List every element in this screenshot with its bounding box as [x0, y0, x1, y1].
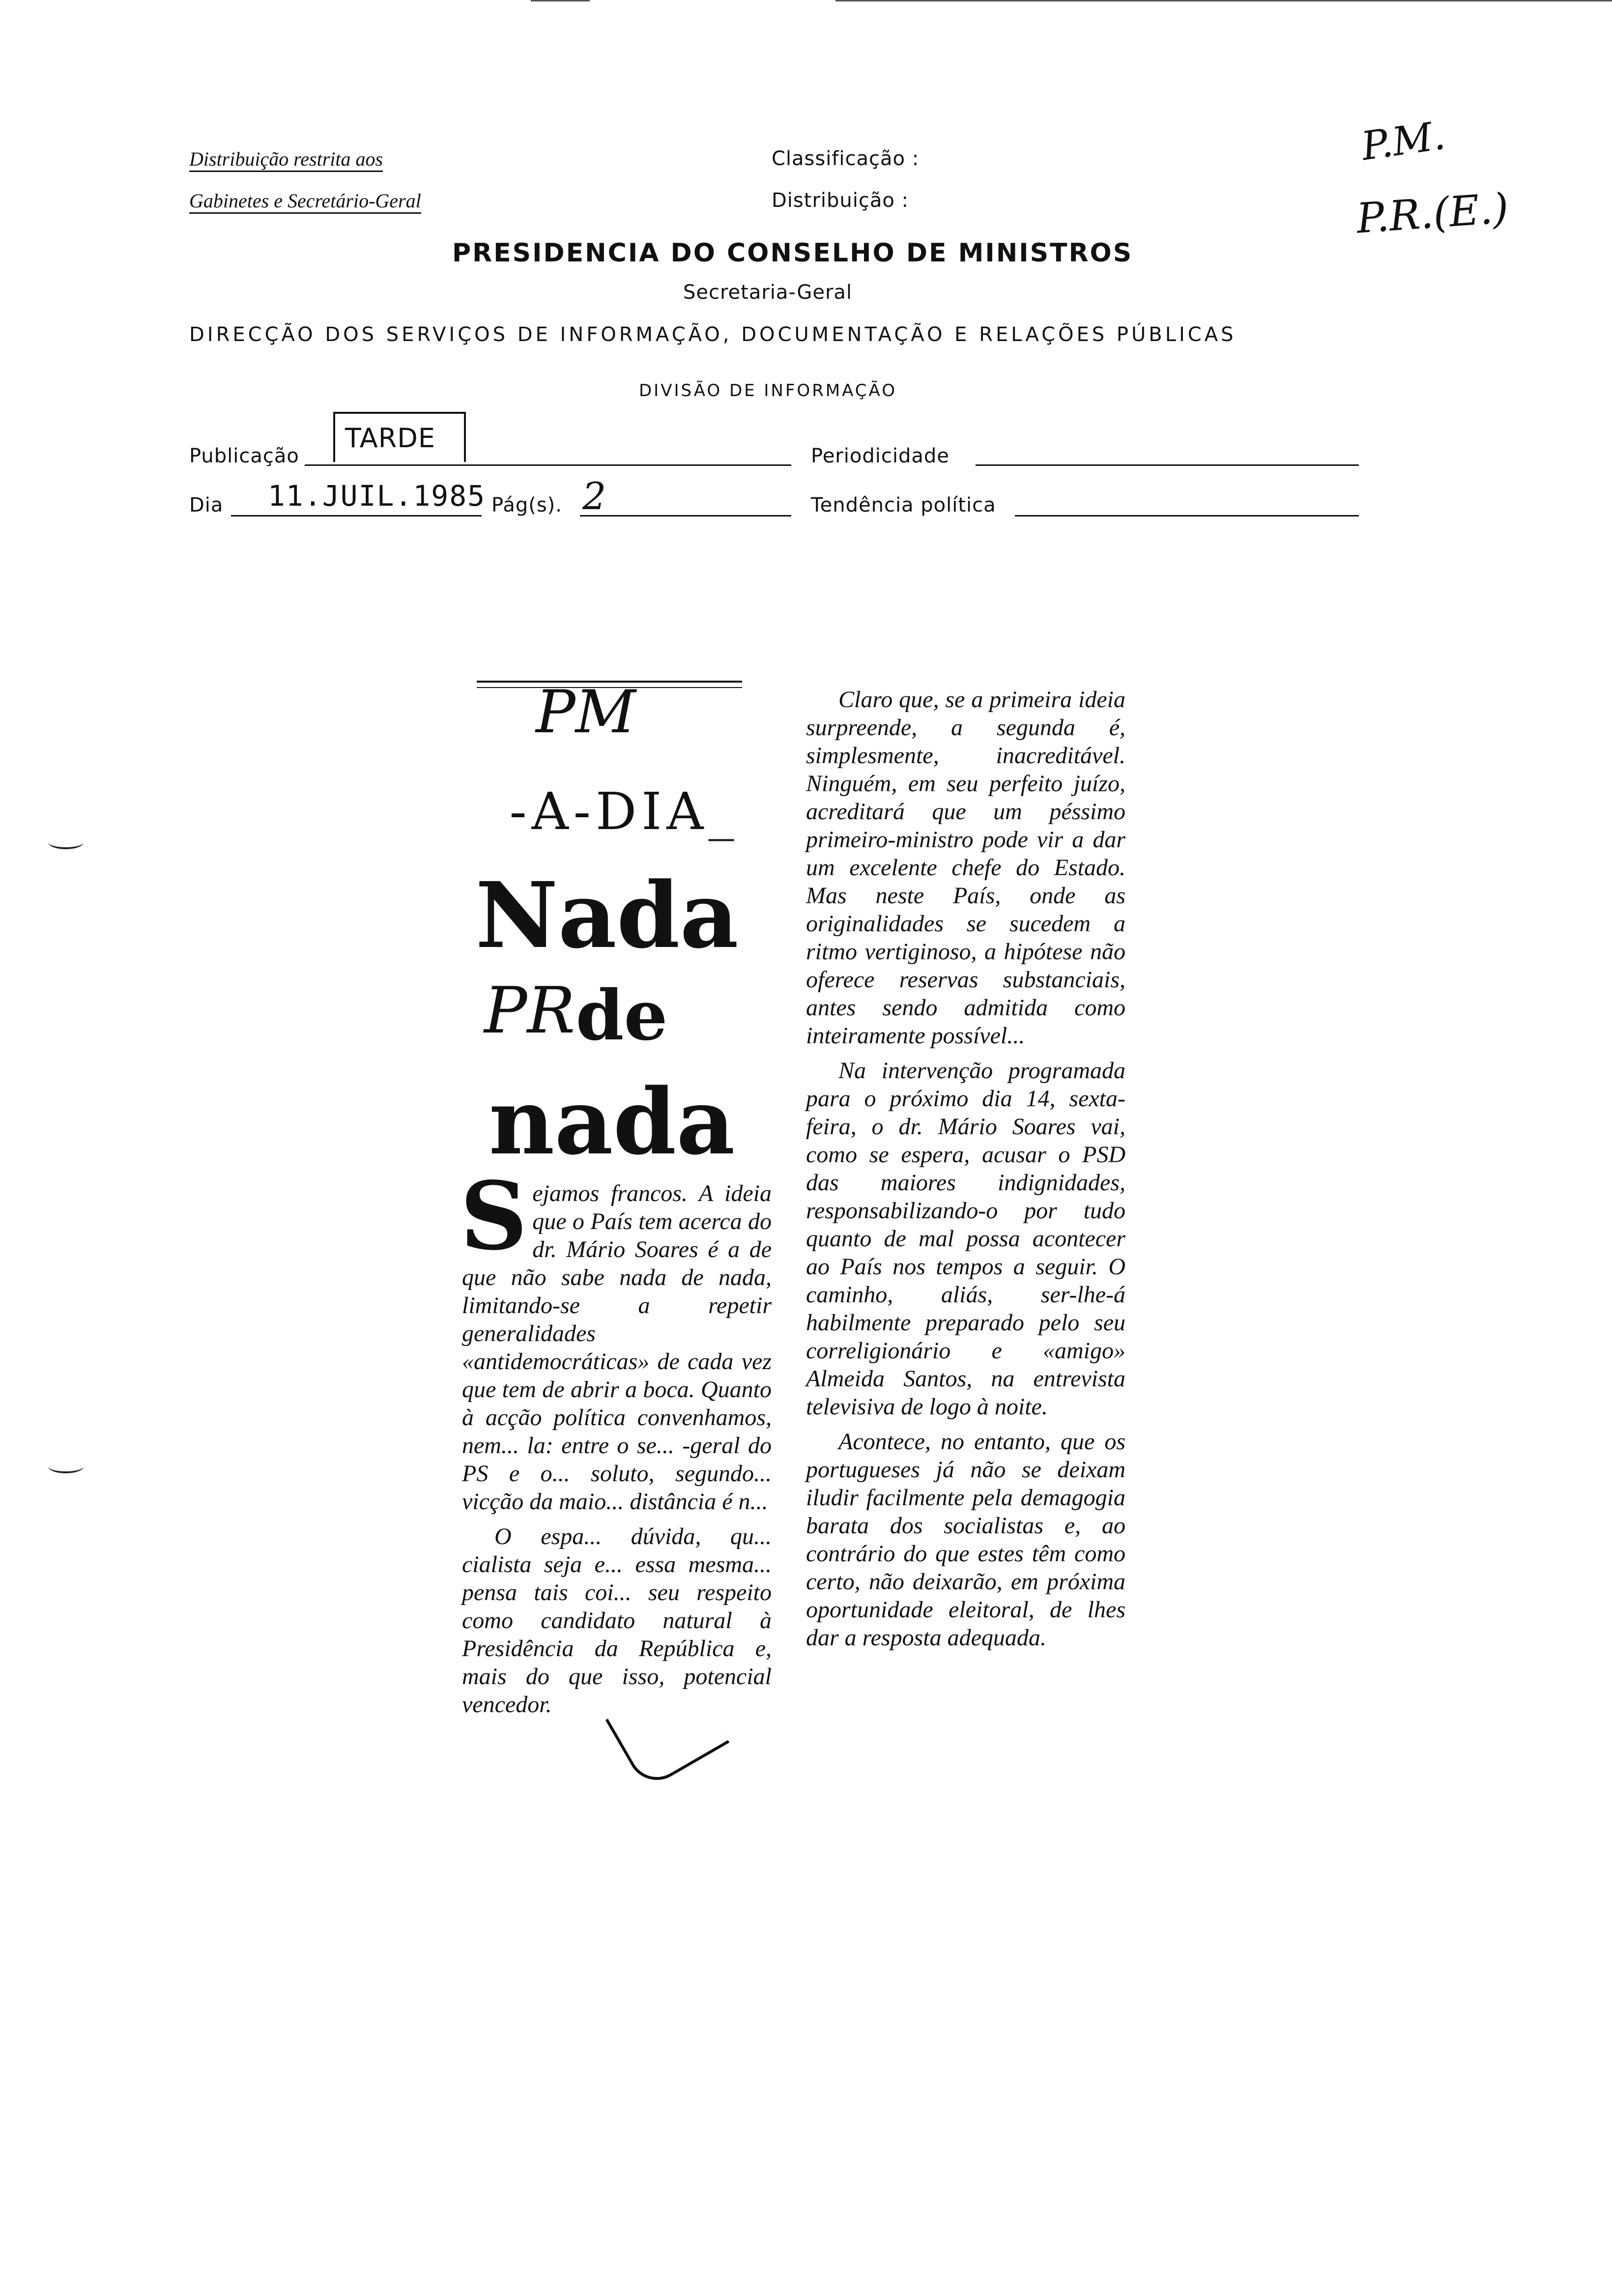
periodicity-label: Periodicidade [811, 445, 950, 467]
paragraph-4: Na intervenção programada para o próximo dia 14, sexta-feira, o dr. Mário Soares vai, como se espera, acusar o PSD das maiores indignidades, responsabilizando-o por tudo quanto de mal possa acontecer ao País nos tempos a seguir. O caminho, aliás, ser-lhe-á habilmente preparado pelo seu correligionário e «amigo» Almeida Santos, na entrevista televisiva de logo à noite. [806, 1058, 1125, 1420]
handwritten-ref-1: P.M. [1358, 112, 1448, 170]
pages-value: 2 [582, 474, 606, 518]
day-label: Dia [189, 494, 224, 517]
scan-line-top-1 [531, 0, 590, 1]
punch-mark-2 [48, 1460, 84, 1473]
distribution-label: Distribuição : [772, 189, 909, 212]
section-label: -A-DIA_ [509, 781, 739, 841]
handwritten-ref-2: P.R.(E.) [1354, 184, 1510, 243]
headline-line-3: nada [489, 1069, 735, 1175]
paragraph-2: O espa... dúvida, qu... cialista seja e... essa mesma... pensa tais coi... seu respeito como candidato natural à Presidência da República e, mais do que isso, potencial vencedor. [462, 1523, 772, 1718]
kicker-handwritten: PM [536, 678, 636, 746]
punch-mark-1 [48, 835, 84, 849]
pages-fill-line [580, 515, 791, 517]
publication-label: Publicação [189, 445, 299, 467]
handwritten-margin-note: PR [484, 973, 576, 1048]
headline-line-2: de [576, 976, 668, 1056]
division-line: DIVISÃO DE INFORMAÇÃO [639, 381, 897, 401]
headline-line-1: Nada [475, 862, 739, 969]
political-label: Tendência política [811, 494, 996, 517]
article-column-2 [806, 686, 1125, 1659]
paragraph-3: Claro que, se a primeira ideia surpreende, a segunda é, simplesmente, inacreditável. Ninguém, em seu perfeito juízo, acreditará que um péssimo primeiro-ministro pode vir a dar um excelente chefe do Estado. Mas neste País, onde as originalidades se sucedem a ritmo vertiginoso, a hipótese não oferece reservas substanciais, antes sendo admitida como inteiramente possível... [806, 687, 1125, 1049]
article-column-1 [460, 1161, 772, 1725]
day-fill-line [231, 515, 482, 517]
directorate-line: DIRECÇÃO DOS SERVIÇOS DE INFORMAÇÃO, DOCUMENTAÇÃO E RELAÇÕES PÚBLICAS [189, 323, 1237, 346]
paragraph-5: Acontece, no entanto, que os portugueses já não se deixam iludir facilmente pela demagogia barata dos socialistas e, ao contrário do que estes têm como certo, não deixarão, em próxima oportunidade eleitoral, de lhes dar a resposta adequada. [806, 1429, 1125, 1651]
publication-fill-line [305, 464, 791, 466]
scan-line-top-2 [835, 0, 1612, 1]
publication-value: TARDE [345, 423, 435, 454]
org-subtitle: Secretaria-Geral [683, 281, 853, 304]
day-value: 11.JUIL.1985 [268, 479, 486, 513]
distribution-line-2: Gabinetes e Secretário-Geral [189, 189, 421, 214]
org-title: PRESIDENCIA DO CONSELHO DE MINISTROS [452, 238, 1133, 268]
pages-label: Pág(s). [491, 494, 562, 517]
paragraph-1 [460, 1161, 772, 1516]
classification-label: Classificação : [772, 147, 920, 170]
political-fill-line [1015, 515, 1359, 517]
distribution-line-1: Distribuição restrita aos [189, 147, 383, 172]
paragraph-1-text: ejamos francos. A ideia que o País tem acerca do dr. Mário Soares é a de que não sabe nada de nada, limitando-se a repetir generalidades «antidemocráticas» de cada vez que tem de abrir a boca. Quanto à acção política convenhamos, nem... la: entre o se... -geral do PS e o... soluto, segundo... vicção da maio... distância é n... [462, 1180, 772, 1515]
drop-cap: S [460, 1161, 528, 1271]
periodicity-fill-line [976, 464, 1359, 466]
